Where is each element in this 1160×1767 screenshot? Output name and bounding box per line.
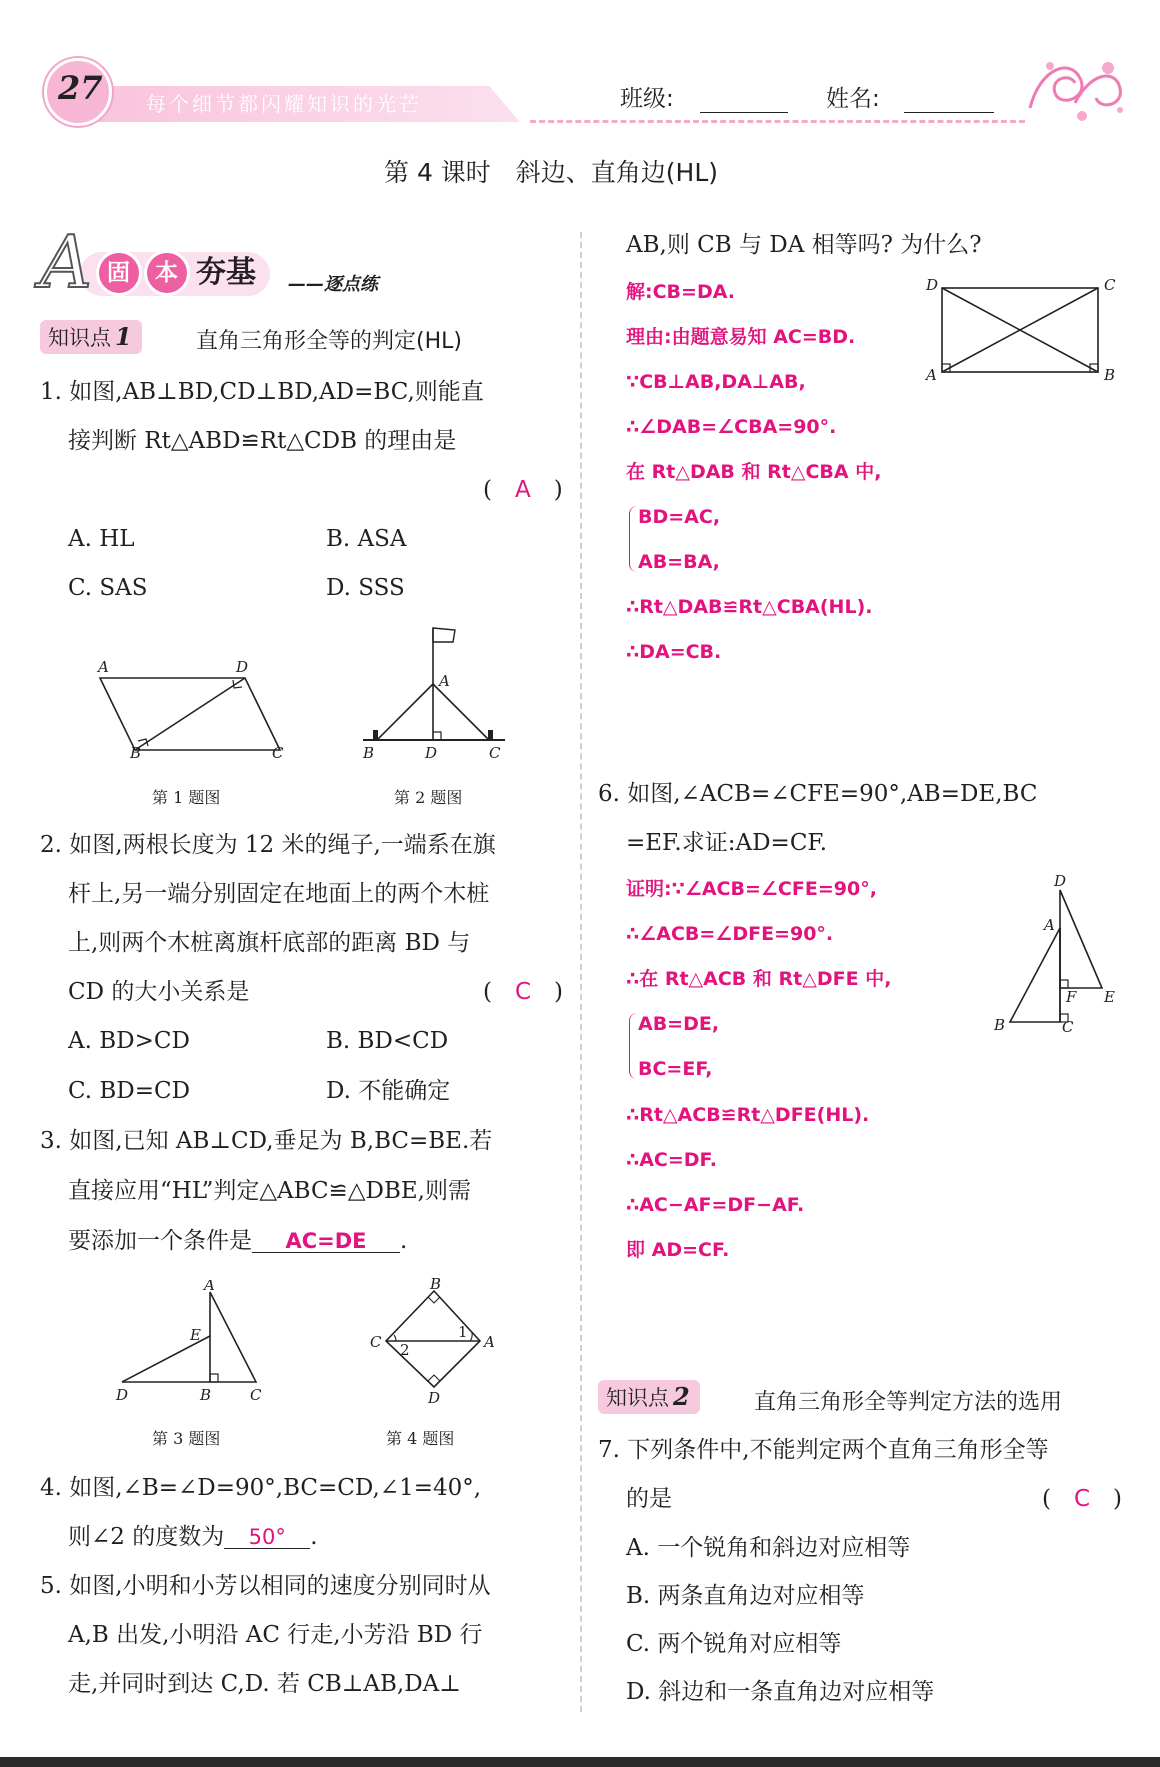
q2-answer-bracket: ( C ) [483, 979, 564, 1005]
fig5-label-d: D [926, 276, 939, 294]
knowledge-point-2-badge [598, 1380, 700, 1414]
dashed-line [530, 120, 1025, 123]
fig3-label-b: B [200, 1386, 212, 1404]
kp1-title: 直角三角形全等的判定(HL) [196, 329, 462, 354]
section-circle-2-text: 本 [155, 260, 178, 286]
q6-line1: 6. 如图,∠ACB=∠CFE=90°,AB=DE,BC [598, 781, 1038, 807]
kp2-title: 直角三角形全等判定方法的选用 [754, 1390, 1063, 1415]
fig4-label-b: B [430, 1275, 442, 1293]
q6-sol-7: ∴AC−AF=DF−AF. [626, 1194, 805, 1216]
q7-answer-bracket: ( C ) [1042, 1486, 1123, 1512]
floral-ornament-icon [1020, 48, 1130, 128]
q1-answer: A [514, 477, 531, 503]
figure-4 [360, 1275, 500, 1405]
q4-answer: 50° [224, 1527, 310, 1549]
q6-sol-6: ∴AC=DF. [626, 1149, 717, 1171]
bottom-bar [0, 1757, 1160, 1767]
fig6-label-c: C [1062, 1018, 1074, 1034]
q6-sol-3: AB=DE, [638, 1013, 720, 1035]
q2-option-a: A. BD>CD [68, 1028, 190, 1054]
q2-option-b: B. BD<CD [326, 1028, 449, 1054]
slogan: 每个细节都闪耀知识的光芒 [146, 92, 422, 116]
fig5-label-c: C [1104, 276, 1116, 294]
q6-sol-2: ∴在 Rt△ACB 和 Rt△DFE 中, [626, 968, 892, 990]
fig3-label-d: D [116, 1386, 129, 1404]
fig1-label-a: A [98, 658, 109, 676]
q5-sol-3: ∴∠DAB=∠CBA=90°. [626, 416, 837, 438]
column-divider [580, 232, 582, 1712]
fig4-angle-2: 2 [400, 1341, 410, 1359]
q1-line1: 1. 如图,AB⊥BD,CD⊥BD,AD=BC,则能直 [40, 379, 484, 405]
q7-option-c: C. 两个锐角对应相等 [626, 1631, 842, 1657]
kp1-num: 1 [115, 322, 132, 351]
q1-option-b: B. ASA [326, 526, 407, 552]
section-subtitle: ——逐点练 [288, 274, 378, 295]
knowledge-point-1-badge [40, 320, 142, 354]
figure-1 [90, 650, 300, 760]
fig6-label-a: A [1044, 916, 1055, 934]
fig3-caption: 第 3 题图 [152, 1429, 221, 1448]
q6-line2: =EF.求证:AD=CF. [626, 830, 828, 856]
q2-answer: C [514, 979, 532, 1005]
q7-line2: 的是 [626, 1486, 672, 1512]
q6-brace [629, 1013, 637, 1079]
fig2-label-c: C [489, 744, 501, 760]
kp2-label: 知识点 [606, 1386, 669, 1410]
fig4-label-d: D [428, 1389, 441, 1405]
fig3-label-e: E [190, 1326, 201, 1344]
fig5-label-a: A [926, 366, 937, 384]
q1-option-a: A. HL [68, 526, 135, 552]
q2-line1: 2. 如图,两根长度为 12 米的绳子,一端系在旗 [40, 832, 496, 858]
q3-line3: 要添加一个条件是 AC=DE . [68, 1228, 408, 1254]
fig4-angle-1: 1 [458, 1323, 468, 1341]
q1-option-d: D. SSS [326, 575, 405, 601]
fig6-label-d: D [1054, 872, 1067, 890]
q3-line2: 直接应用“HL”判定△ABC≌△DBE,则需 [68, 1178, 471, 1204]
fig6-label-f: F [1066, 988, 1077, 1006]
q7-answer: C [1073, 1486, 1091, 1512]
fig5-label-b: B [1104, 366, 1116, 384]
q5-sol-4: 在 Rt△DAB 和 Rt△CBA 中, [626, 461, 882, 483]
fig4-label-c: C [370, 1333, 382, 1351]
fig3-label-a: A [204, 1280, 215, 1294]
name-label: 姓名: [826, 86, 880, 112]
kp1-label: 知识点 [48, 326, 111, 350]
fig4-label-a: A [484, 1333, 495, 1351]
lesson-title: 第 4 课时 斜边、直角边(HL) [384, 158, 719, 187]
q5-sol-2: ∵CB⊥AB,DA⊥AB, [626, 371, 806, 393]
q3-answer: AC=DE [252, 1231, 400, 1253]
figure-3 [110, 1280, 280, 1405]
name-field[interactable] [904, 112, 994, 113]
class-label: 班级: [620, 86, 674, 112]
q5-line2: A,B 出发,小明沿 AC 行走,小芳沿 BD 行 [68, 1622, 483, 1648]
class-field[interactable] [700, 112, 788, 113]
q7-option-d: D. 斜边和一条直角边对应相等 [626, 1679, 935, 1705]
figure-5 [920, 272, 1120, 387]
q5-sol-5: BD=AC, [638, 506, 721, 528]
q2-line2: 杆上,另一端分别固定在地面上的两个木桩 [68, 881, 490, 907]
section-circle-1-text: 固 [107, 260, 130, 286]
figure-6 [988, 872, 1118, 1034]
fig1-caption: 第 1 题图 [152, 788, 221, 807]
fig6-label-b: B [994, 1016, 1006, 1034]
fig1-label-d: D [236, 658, 249, 676]
fig1-label-b: B [130, 744, 142, 760]
section-letter: A [40, 220, 92, 304]
q5-sol-6: AB=BA, [638, 551, 720, 573]
figure-2 [355, 620, 515, 760]
q7-option-b: B. 两条直角边对应相等 [626, 1583, 865, 1609]
fig2-label-a: A [439, 672, 450, 690]
q5-brace [629, 506, 637, 572]
fig3-label-c: C [250, 1386, 262, 1404]
q5-sol-0: 解:CB=DA. [626, 281, 735, 303]
q1-option-c: C. SAS [68, 575, 148, 601]
q5-sol-1: 理由:由题意易知 AC=BD. [626, 326, 856, 348]
q1-line2: 接判断 Rt△ABD≌Rt△CDB 的理由是 [68, 428, 457, 454]
section-title: 夯基 [196, 255, 256, 290]
q5-line3: 走,并同时到达 C,D. 若 CB⊥AB,DA⊥ [68, 1671, 461, 1697]
q6-sol-8: 即 AD=CF. [626, 1239, 730, 1261]
fig1-label-c: C [272, 744, 284, 760]
q1-answer-bracket: ( A ) [483, 477, 563, 503]
fig2-label-d: D [425, 744, 438, 760]
q6-sol-1: ∴∠ACB=∠DFE=90°. [626, 923, 834, 945]
q4-line2: 则∠2 的度数为 50° . [68, 1524, 318, 1550]
q5-line1: 5. 如图,小明和小芳以相同的速度分别同时从 [40, 1573, 491, 1599]
q6-sol-0: 证明:∵∠ACB=∠CFE=90°, [626, 878, 877, 900]
q7-line1: 7. 下列条件中,不能判定两个直角三角形全等 [598, 1437, 1049, 1463]
q2-option-d: D. 不能确定 [326, 1078, 451, 1104]
q5-line4: AB,则 CB 与 DA 相等吗? 为什么? [626, 232, 982, 258]
kp2-num: 2 [673, 1382, 690, 1411]
q6-sol-5: ∴Rt△ACB≌Rt△DFE(HL). [626, 1104, 870, 1126]
q7-option-a: A. 一个锐角和斜边对应相等 [626, 1535, 911, 1561]
q2-option-c: C. BD=CD [68, 1078, 191, 1104]
q6-sol-4: BC=EF, [638, 1058, 713, 1080]
fig6-label-e: E [1104, 988, 1115, 1006]
q2-line3: 上,则两个木桩离旗杆底部的距离 BD 与 [68, 930, 471, 956]
page-number: 27 [58, 69, 103, 107]
q5-sol-8: ∴DA=CB. [626, 641, 722, 663]
fig2-caption: 第 2 题图 [394, 788, 463, 807]
q3-line1: 3. 如图,已知 AB⊥CD,垂足为 B,BC=BE.若 [40, 1128, 493, 1154]
q4-line1: 4. 如图,∠B=∠D=90°,BC=CD,∠1=40°, [40, 1475, 482, 1501]
fig2-label-b: B [363, 744, 375, 760]
q5-sol-7: ∴Rt△DAB≌Rt△CBA(HL). [626, 596, 873, 618]
fig4-caption: 第 4 题图 [386, 1429, 455, 1448]
q2-line4: CD 的大小关系是 [68, 979, 250, 1005]
